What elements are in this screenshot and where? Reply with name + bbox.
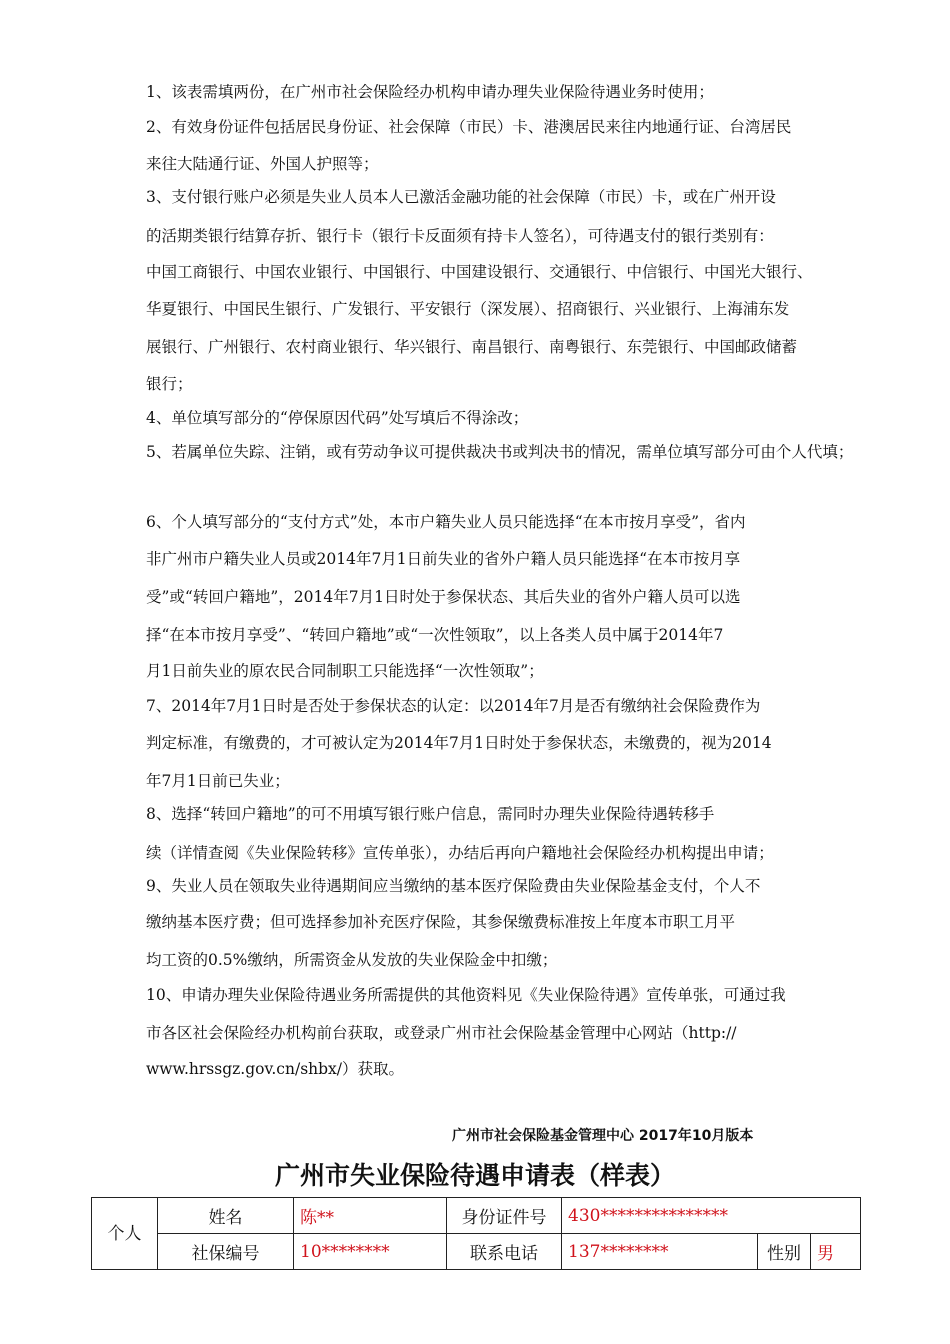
note-line: 10、申请办理失业保险待遇业务所需提供的其他资料见《失业保险待遇》宣传单张，可通过我 bbox=[146, 986, 786, 1004]
section-personal-label: 个人 bbox=[92, 1198, 158, 1270]
form-title: 广州市失业保险待遇申请表（样表） bbox=[274, 1161, 675, 1190]
social-security-number-value[interactable]: 10******** bbox=[294, 1234, 447, 1270]
note-line: 银行； bbox=[146, 375, 193, 393]
note-line: 7、2014年7月1日时是否处于参保状态的认定：以2014年7月是否有缴纳社会保险费作为 bbox=[146, 697, 761, 715]
note-line: www.hrssgz.gov.cn/shbx/）获取。 bbox=[146, 1060, 405, 1078]
note-line: 展银行、广州银行、农村商业银行、华兴银行、南昌银行、南粤银行、东莞银行、中国邮政储蓄 bbox=[146, 338, 798, 356]
footer-org-version: 广州市社会保险基金管理中心 2017年10月版本 bbox=[452, 1128, 754, 1144]
id-number-value[interactable]: 430*************** bbox=[562, 1198, 861, 1234]
note-line: 5、若属单位失踪、注销，或有劳动争议可提供裁决书或判决书的情况，需单位填写部分可由个人代填； bbox=[146, 443, 854, 461]
note-line: 非广州市户籍失业人员或2014年7月1日前失业的省外户籍人员只能选择“在本市按月享 bbox=[146, 550, 741, 568]
note-line: 8、选择“转回户籍地”的可不用填写银行账户信息，需同时办理失业保险待遇转移手 bbox=[146, 805, 715, 823]
name-value[interactable]: 陈** bbox=[294, 1198, 447, 1234]
note-line: 月1日前失业的原农民合同制职工只能选择“一次性领取”； bbox=[146, 662, 544, 680]
social-security-number-label: 社保编号 bbox=[158, 1234, 294, 1270]
application-form-table bbox=[91, 1197, 861, 1270]
note-line: 市各区社会保险经办机构前台获取，或登录广州市社会保险基金管理中心网站（http:// bbox=[146, 1024, 737, 1042]
note-line: 续（详情查阅《失业保险转移》宣传单张），办结后再向户籍地社会保险经办机构提出申请； bbox=[146, 844, 774, 862]
name-label: 姓名 bbox=[158, 1198, 294, 1234]
note-line: 4、单位填写部分的“停保原因代码”处写填后不得涂改； bbox=[146, 409, 529, 427]
note-line: 判定标准，有缴费的，才可被认定为2014年7月1日时处于参保状态，未缴费的，视为2014 bbox=[146, 734, 772, 752]
form-row-contact bbox=[92, 1234, 861, 1270]
note-line: 来往大陆通行证、外国人护照等； bbox=[146, 155, 379, 173]
id-number-label: 身份证件号 bbox=[447, 1198, 562, 1234]
gender-value[interactable]: 男 bbox=[811, 1234, 861, 1270]
note-line: 1、该表需填两份，在广州市社会保险经办机构申请办理失业保险待遇业务时使用； bbox=[146, 83, 714, 101]
phone-value[interactable]: 137******** bbox=[562, 1234, 758, 1270]
note-line: 缴纳基本医疗费；但可选择参加补充医疗保险，其参保缴费标准按上年度本市职工月平 bbox=[146, 913, 736, 931]
gender-label: 性别 bbox=[758, 1234, 811, 1270]
note-line: 均工资的0.5%缴纳，所需资金从发放的失业保险金中扣缴； bbox=[146, 951, 558, 969]
note-line: 9、失业人员在领取失业待遇期间应当缴纳的基本医疗保险费由失业保险基金支付，个人不 bbox=[146, 877, 761, 895]
note-line: 受”或“转回户籍地”，2014年7月1日时处于参保状态、其后失业的省外户籍人员可以选 bbox=[146, 588, 741, 606]
note-line: 中国工商银行、中国农业银行、中国银行、中国建设银行、交通银行、中信银行、中国光大银行、 bbox=[146, 263, 813, 281]
phone-label: 联系电话 bbox=[447, 1234, 562, 1270]
note-line: 华夏银行、中国民生银行、广发银行、平安银行（深发展）、招商银行、兴业银行、上海浦东发 bbox=[146, 300, 790, 318]
form-row-identity bbox=[92, 1198, 861, 1234]
note-line: 2、有效身份证件包括居民身份证、社会保障（市民）卡、港澳居民来往内地通行证、台湾居民 bbox=[146, 118, 792, 136]
note-line: 的活期类银行结算存折、银行卡（银行卡反面须有持卡人签名），可待遇支付的银行类别有： bbox=[146, 227, 774, 245]
note-line: 择“在本市按月享受”、“转回户籍地”或“一次性领取”，以上各类人员中属于2014年7 bbox=[146, 626, 724, 644]
note-line: 3、支付银行账户必须是失业人员本人已激活金融功能的社会保障（市民）卡，或在广州开设 bbox=[146, 188, 776, 206]
note-line: 年7月1日前已失业； bbox=[146, 772, 290, 790]
note-line: 6、个人填写部分的“支付方式”处，本市户籍失业人员只能选择“在本市按月享受”，省内 bbox=[146, 513, 746, 531]
